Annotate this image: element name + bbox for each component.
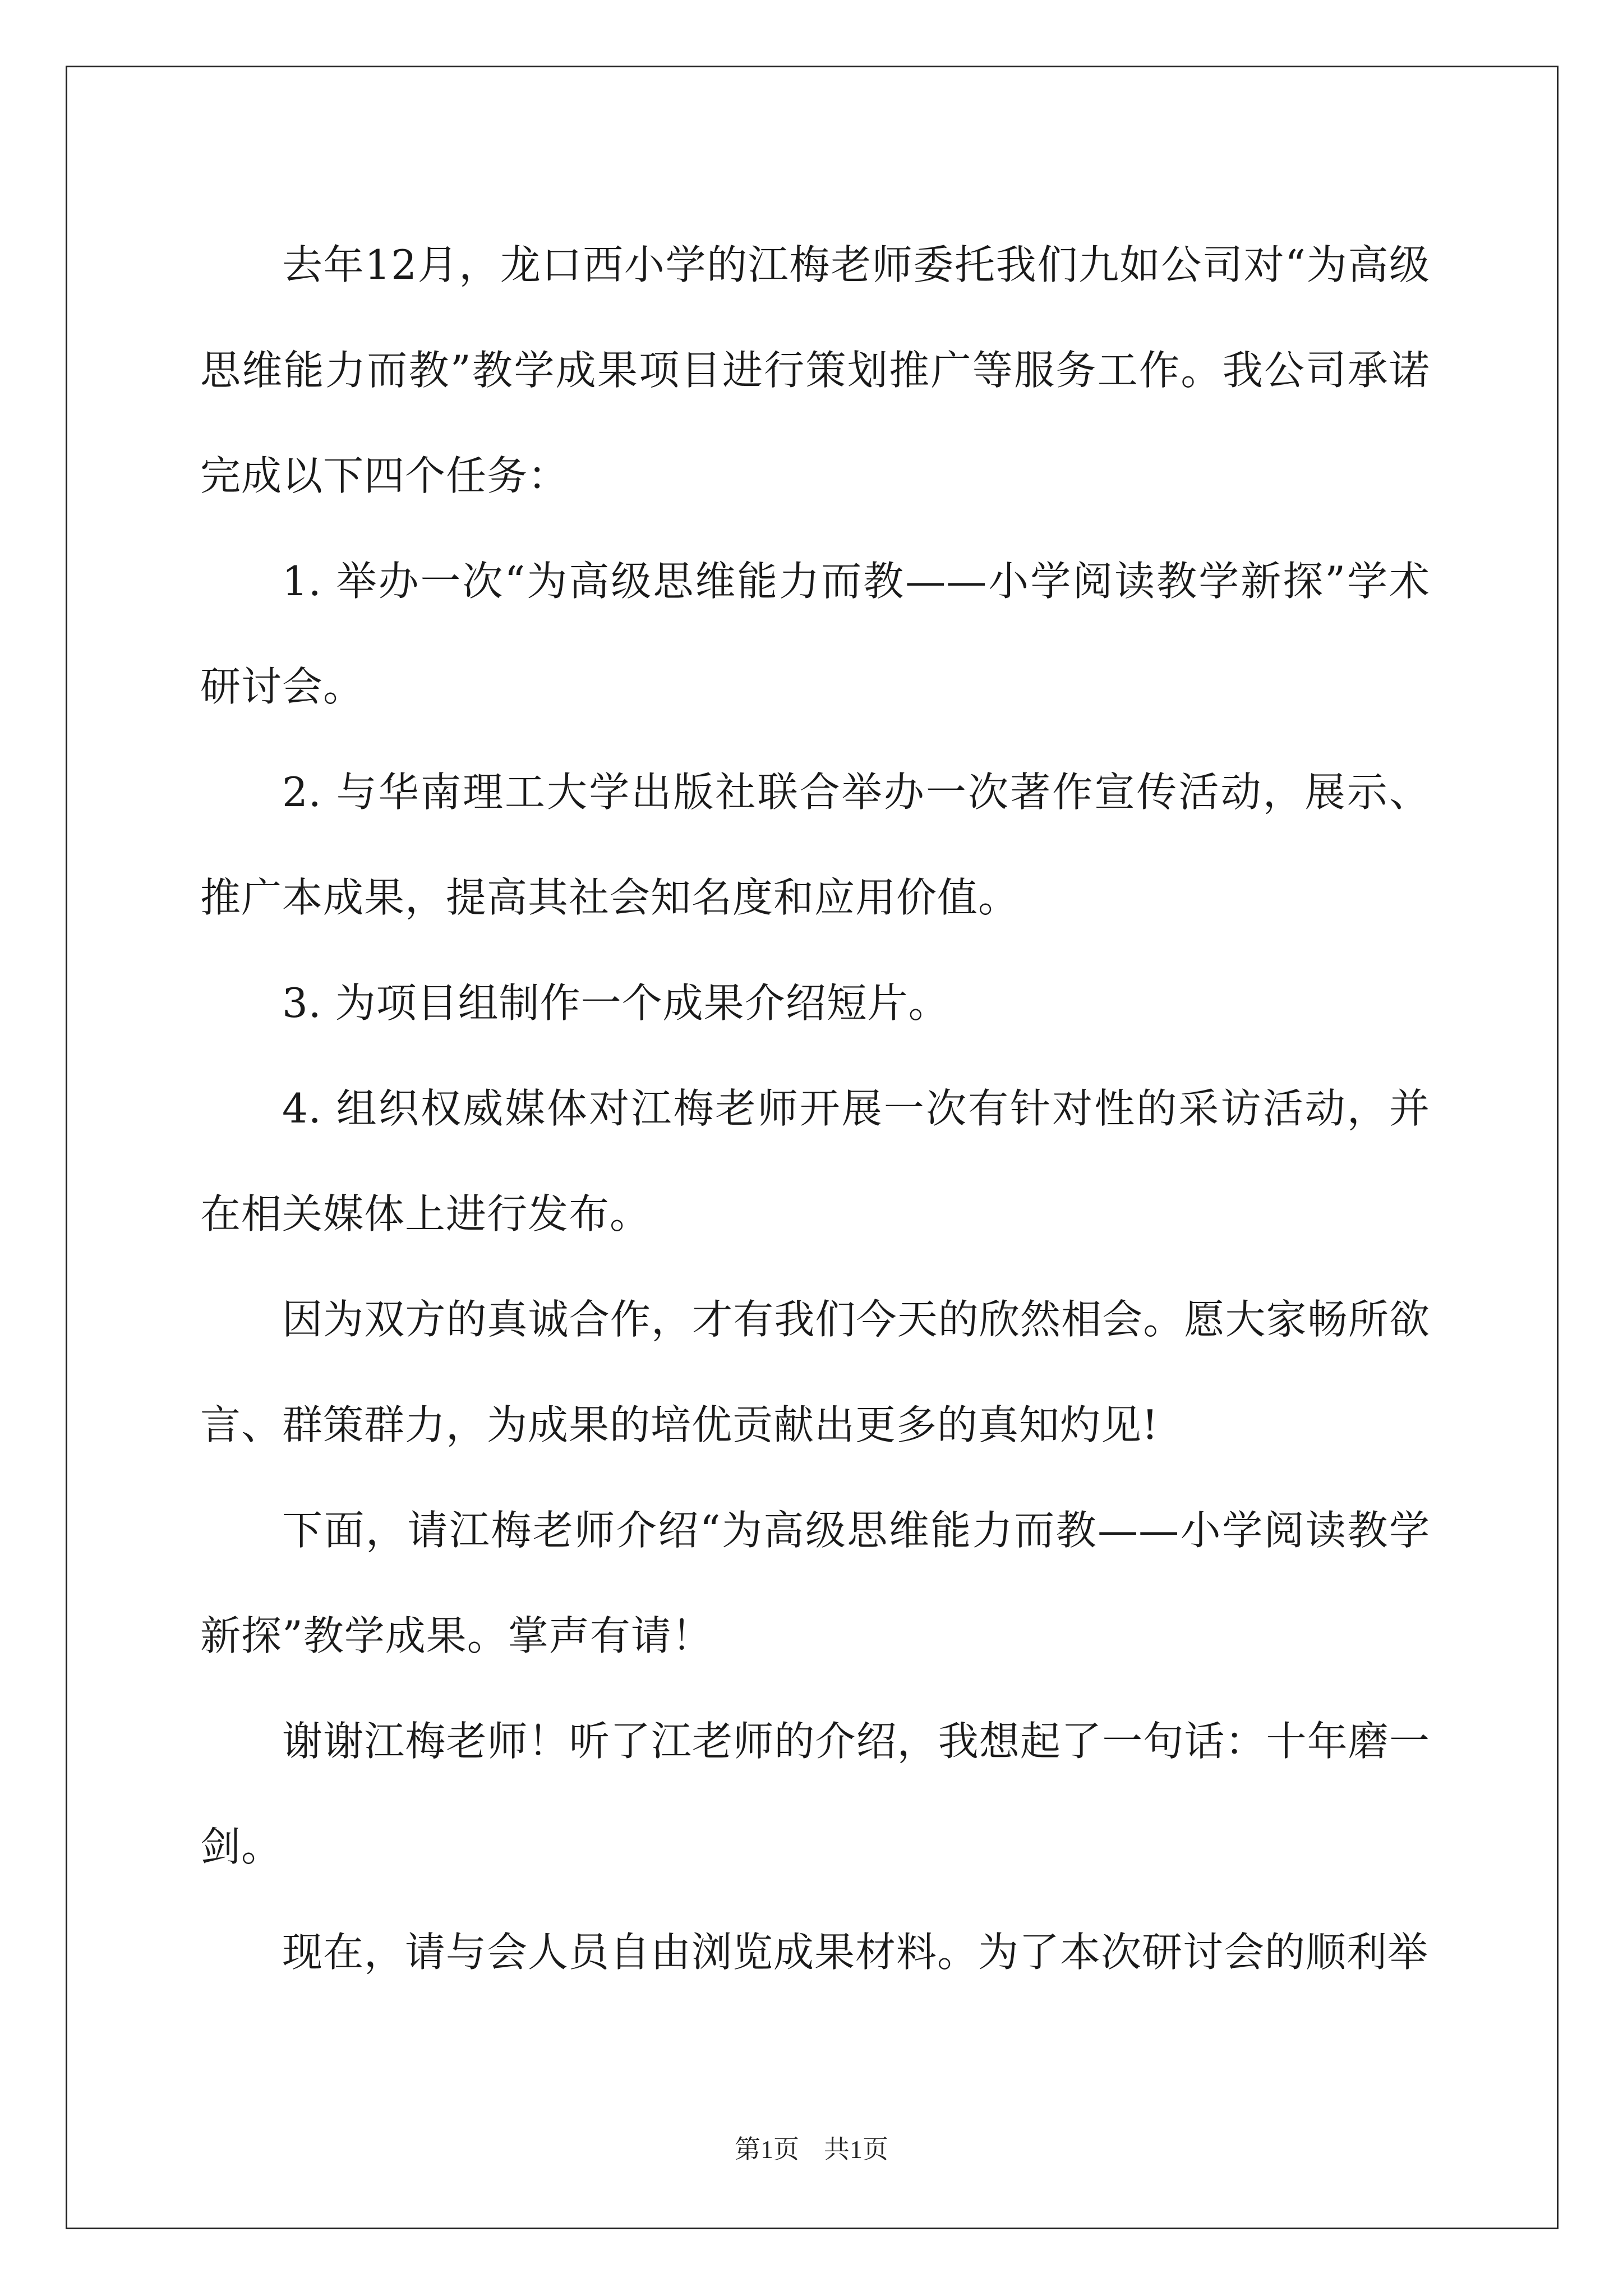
page-total: 共1页 <box>824 2135 888 2164</box>
paragraph: 2. 与华南理工大学出版社联合举办一次著作宣传活动，展示、推广本成果，提高其社会知名度和应用价值。 <box>200 769 1430 921</box>
paragraph: 1. 举办一次“为高级思维能力而教——小学阅读教学新探”学术研讨会。 <box>200 558 1430 710</box>
paragraph: 因为双方的真诚合作，才有我们今天的欣然相会。愿大家畅所欲言、群策群力，为成果的培优贡献出更多的真知灼见! <box>200 1296 1430 1448</box>
paragraph: 4. 组织权威媒体对江梅老师开展一次有针对性的采访活动，并在相关媒体上进行发布。 <box>200 1085 1430 1237</box>
page-number: 第1页 <box>735 2135 799 2164</box>
paragraph: 下面，请江梅老师介绍“为高级思维能力而教——小学阅读教学新探”教学成果。掌声有请！ <box>200 1507 1430 1659</box>
paragraph: 去年12月，龙口西小学的江梅老师委托我们九如公司对“为高级思维能力而教”教学成果项目进行策划推广等服务工作。我公司承诺完成以下四个任务： <box>200 241 1430 499</box>
paragraph: 3. 为项目组制作一个成果介绍短片。 <box>282 979 949 1027</box>
page-footer <box>0 2133 1623 2166</box>
document-body <box>200 212 1430 2005</box>
paragraph: 谢谢江梅老师！听了江老师的介绍，我想起了一句话：十年磨一剑。 <box>200 1718 1430 1870</box>
paragraph: 现在，请与会人员自由浏览成果材料。为了本次研讨会的顺利举 <box>282 1929 1429 1976</box>
